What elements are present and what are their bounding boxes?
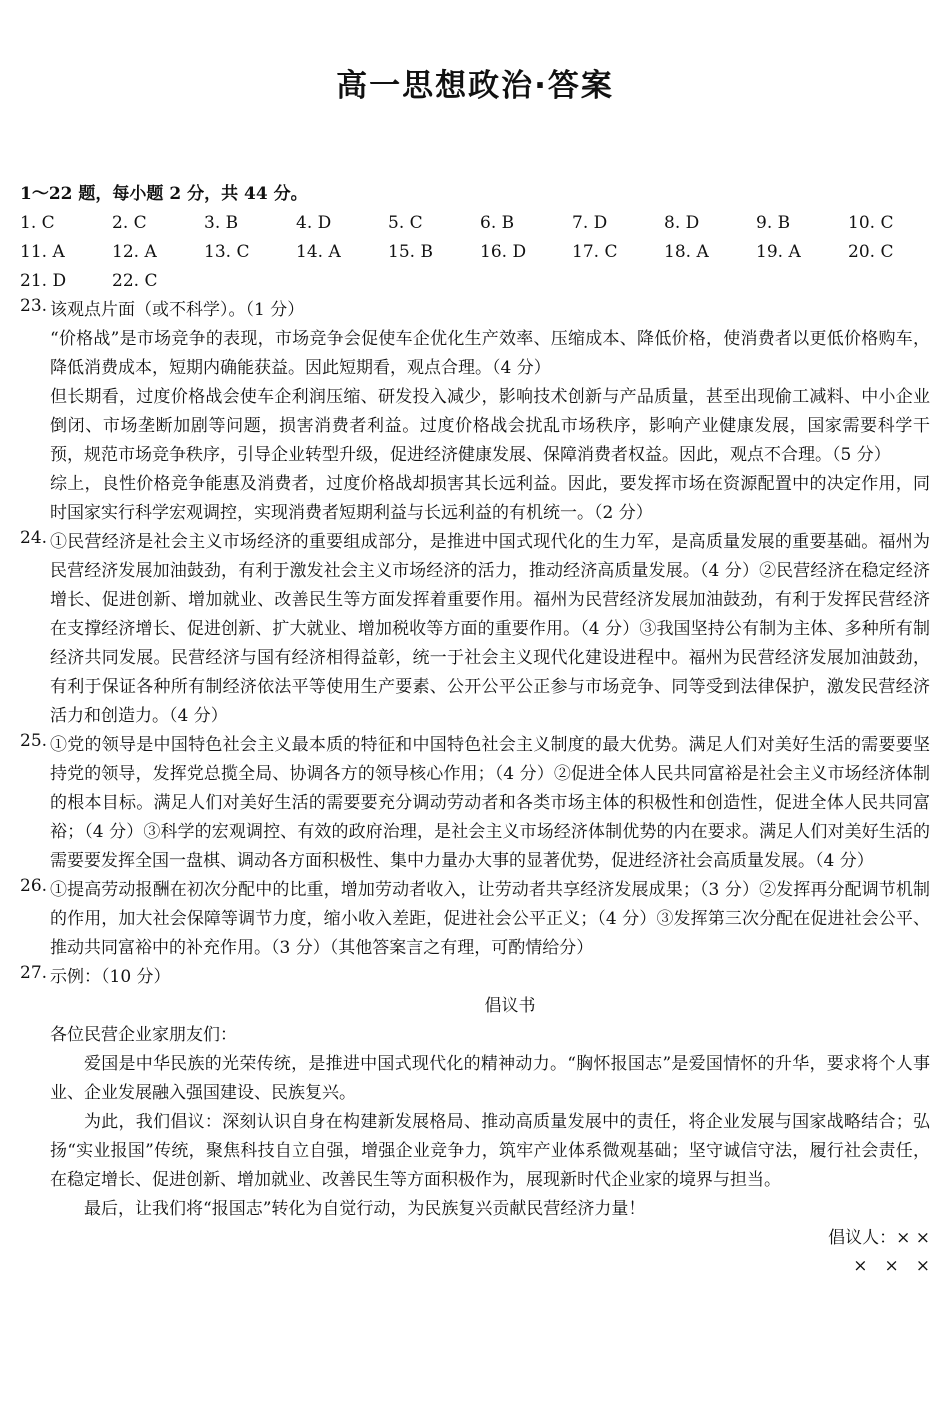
- letter-paragraph: 最后，让我们将“报国志”转化为自觉行动，为民族复兴贡献民营经济力量！: [84, 1199, 646, 1219]
- question-number: 23.: [20, 296, 48, 316]
- mc-answer: 12. A: [112, 242, 157, 262]
- mc-answer: 4. D: [296, 213, 332, 233]
- letter-date: × × ×: [853, 1256, 930, 1276]
- mc-answer: 19. A: [756, 242, 801, 262]
- q26-text: ①提高劳动报酬在初次分配中的比重，增加劳动者收入，让劳动者共享经济发展成果；（3 分）②发挥再分配调节机制的作用，加大社会保障等调节力度，缩小收入差距，促进社会公平正义；（4 分）③发挥第三次分配在促进社会公平、推动共同富裕中的补充作用。（3 分）（其他答案言之有理，可酌情给分）: [50, 880, 930, 958]
- letter-signature: 倡议人：× ×: [828, 1228, 930, 1248]
- question-25: [20, 731, 930, 876]
- mc-answer: 15. B: [388, 242, 433, 262]
- question-27: [20, 963, 930, 992]
- question-number: 25.: [20, 731, 48, 751]
- mc-answer: 8. D: [664, 213, 700, 233]
- question-number: 27.: [20, 963, 48, 983]
- mc-answer: 3. B: [204, 213, 239, 233]
- mc-answer: 18. A: [664, 242, 709, 262]
- question-number: 26.: [20, 876, 48, 896]
- mc-answer: 16. D: [480, 242, 527, 262]
- letter-paragraph: 爱国是中华民族的光荣传统，是推进中国式现代化的精神动力。“胸怀报国志”是爱国情怀的升华，要求将个人事业、企业发展融入强国建设、民族复兴。: [50, 1054, 930, 1103]
- mc-answer: 6. B: [480, 213, 515, 233]
- section-heading: 1～22 题，每小题 2 分，共 44 分。: [20, 184, 308, 204]
- mc-answer: 14. A: [296, 242, 341, 262]
- multiple-choice-answers: [20, 209, 930, 296]
- q25-text: ①党的领导是中国特色社会主义最本质的特征和中国特色社会主义制度的最大优势。满足人们对美好生活的需要要坚持党的领导，发挥党总揽全局、协调各方的领导核心作用；（4 分）②促进全体人民共同富裕是社会主义市场经济体制的根本目标。满足人们对美好生活的需要要充分调动劳动者和各类市场主体的积极性和创造性，促进全体人民共同富裕；（4 分）③科学的宏观调控、有效的政府治理，是社会主义市场经济体制优势的内在要求。满足人们对美好生活的需要要发挥全国一盘棋、调动各方面积极性、集中力量办大事的显著优势，促进经济社会高质量发展。（4 分）: [50, 735, 930, 871]
- q23-intro: 该观点片面（或不科学）。（1 分）: [50, 300, 305, 320]
- letter-paragraph: 为此，我们倡议：深刻认识自身在构建新发展格局、推动高质量发展中的责任，将企业发展与国家战略结合；弘扬“实业报国”传统，聚焦科技自立自强，增强企业竞争力，筑牢产业体系微观基础；坚守诚信守法，履行社会责任，在稳定增长、促进创新、增加就业、改善民生等方面积极作为，展现新时代企业家的境界与担当。: [50, 1112, 930, 1190]
- question-23: [20, 296, 930, 528]
- q23-paragraph: 综上，良性价格竞争能惠及消费者，过度价格战却损害其长远利益。因此，要发挥市场在资源配置中的决定作用，同时国家实行科学宏观调控，实现消费者短期利益与长远利益的有机统一。（2 分）: [50, 474, 930, 523]
- mc-answer: 10. C: [848, 213, 894, 233]
- mc-answer: 5. C: [388, 213, 423, 233]
- mc-answer: 13. C: [204, 242, 250, 262]
- q23-paragraph: 但长期看，过度价格战会使车企利润压缩、研发投入减少，影响技术创新与产品质量，甚至出现偷工减料、中小企业倒闭、市场垄断加剧等问题，损害消费者利益。过度价格战会扰乱市场秩序，影响产业健康发展，国家需要科学干预，规范市场竞争秩序，引导企业转型升级，促进经济健康发展、保障消费者权益。因此，观点不合理。（5 分）: [50, 387, 930, 465]
- question-26: [20, 876, 930, 963]
- mc-answer: 9. B: [756, 213, 791, 233]
- q24-text: ①民营经济是社会主义市场经济的重要组成部分，是推进中国式现代化的生力军，是高质量发展的重要基础。福州为民营经济发展加油鼓劲，有利于激发社会主义市场经济的活力，推动经济高质量发展。（4 分）②民营经济在稳定经济增长、促进创新、增加就业、改善民生等方面发挥着重要作用。福州为民营经济发展加油鼓劲，有利于发挥民营经济在支撑经济增长、促进创新、扩大就业、增加税收等方面的重要作用。（4 分）③我国坚持公有制为主体、多种所有制经济共同发展。民营经济与国有经济相得益彰，统一于社会主义现代化建设进程中。福州为民营经济发展加油鼓劲，有利于保证各种所有制经济依法平等使用生产要素、公开公平公正参与市场竞争、同等受到法律保护，激发民营经济活力和创造力。（4 分）: [50, 532, 930, 726]
- answer-content: [20, 180, 930, 1280]
- mc-answer: 20. C: [848, 242, 894, 262]
- page-title: 高一思想政治·答案: [336, 68, 614, 104]
- mc-answer: 2. C: [112, 213, 147, 233]
- mc-answer: 7. D: [572, 213, 608, 233]
- mc-answer: 22. C: [112, 271, 158, 291]
- letter-salutation: 各位民营企业家朋友们：: [50, 1025, 237, 1045]
- mc-answer: 1. C: [20, 213, 55, 233]
- question-number: 24.: [20, 528, 48, 548]
- mc-answer: 17. C: [572, 242, 618, 262]
- q27-intro: 示例：（10 分）: [50, 967, 171, 987]
- q23-paragraph: “价格战”是市场竞争的表现，市场竞争会促使车企优化生产效率、压缩成本、降低价格，使消费者以更低价格购车，降低消费成本，短期内确能获益。因此短期看，观点合理。（4 分）: [50, 329, 930, 378]
- letter-title: 倡议书: [484, 996, 536, 1016]
- question-24: [20, 528, 930, 731]
- proposal-letter: [20, 992, 930, 1280]
- mc-answer: 21. D: [20, 271, 67, 291]
- mc-answer: 11. A: [20, 242, 65, 262]
